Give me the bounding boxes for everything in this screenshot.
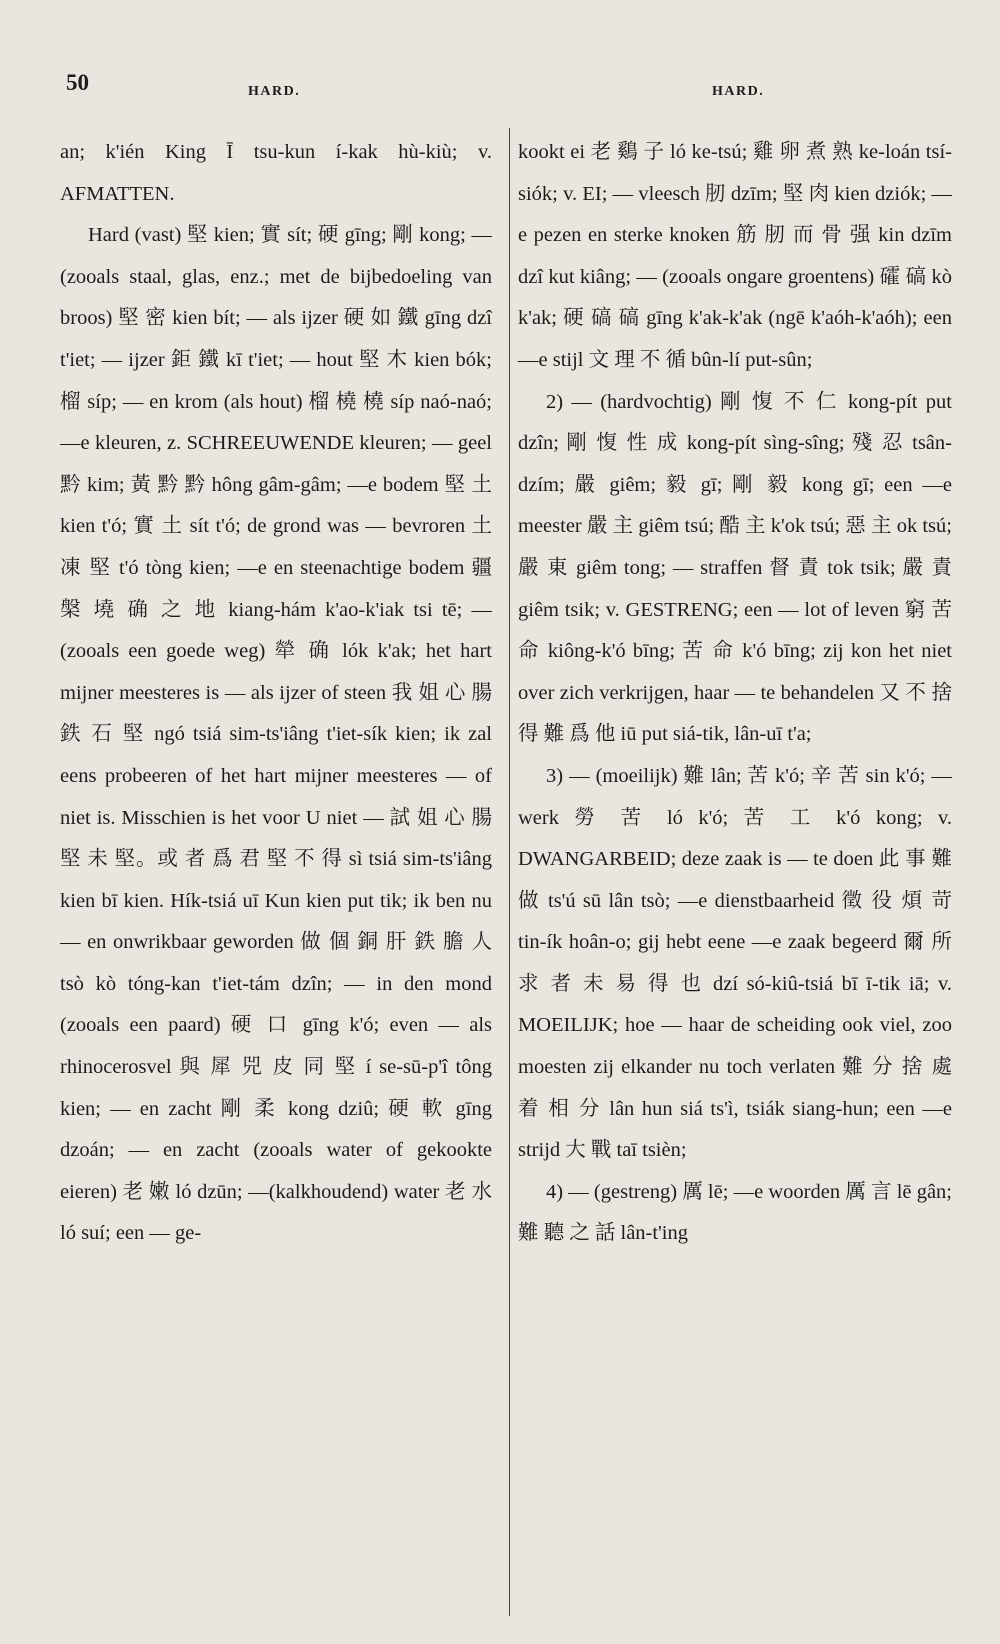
right-column — [518, 132, 952, 1255]
running-head-left: HARD. — [248, 84, 301, 99]
running-head-right: HARD. — [712, 84, 765, 99]
entry-hard-continued: kookt ei 老 鷄 子 ló ke-tsú; 雞 卵 煮 熟 ke-loán tsí-siók; v. EI; — vleesch 肕 dzīm; 堅 肉 kien dziók; —e pezen en sterke knoken 筋 肕 而 骨 强 kin dzīm dzî kut kiâng; — (zooals ongare groentens) 礭 碻 kò k'ak; 硬 碻 碻 gīng k'ak-k'ak (ngē k'aóh-k'aóh); een —e stijl 文 理 不 循 bûn-lí put-sûn; — [518, 141, 952, 371]
column-divider — [509, 128, 510, 1616]
entry-hard: Hard (vast) 堅 kien; 實 sít; 硬 gīng; 剛 kong; — (zooals staal, glas, enz.; met de bijbedoeling van broos) 堅 密 kien bít; — als ijzer 硬 如 鐵 gīng dzî t'iet; — ijzer 鉅 鐵 kī t'iet; — hout 堅 木 kien bók; 榴 síp; — en krom (als hout) 榴 橈 橈 síp naó-naó; —e kleuren, z. SCHREEUWENDE kleuren; — geel 黔 kim; 黃 黔 黔 hông gâm-gâm; —e bodem 堅 土 kien t'ó; 實 土 sít t'ó; de grond was — bevroren 土 凍 堅 t'ó tòng kien; —e en steenachtige bodem 疆 槃 墝 确 之 地 kiang-hám k'ao-k'iak tsi tē; — (zooals een goede weg) 犖 确 lók k'ak; het hart mijner meesteres is — als ijzer of steen 我 姐 心 腸 鉄 石 堅 ngó tsiá sim-ts'iâng t'iet-sík kien; ik zal eens probeeren of het hart mijner meesteres — of niet is. Misschien is het voor U niet — 試 姐 心 腸 堅 未 堅。或 者 爲 君 堅 不 得 sì tsiá sim-ts'iâng kien bī kien. Hík-tsiá uī Kun kien put tik; ik ben nu — en onwrikbaar geworden 做 個 銅 肝 鉄 膽 人 tsò kò tóng-kan t'iet-tám dzîn; — in den mond (zooals een paard) 硬 口 gīng k'ó; even — als rhinocerosvel 與 犀 兕 皮 同 堅 í se-sū-p'î tông kien; — en zacht 剛 柔 kong dziû; 硬 軟 gīng dzoán; — en zacht (zooals water of gekookte eieren) 老 嫩 ló dzūn; —(kalkhoudend) water 老 水 ló suí; een — ge- — [60, 224, 492, 1245]
entry-continuation: an; k'ién King Ī tsu-kun í-kak hù-kiù; v. AFMATTEN. — [60, 141, 492, 205]
sense-4-gestreng: 4) — (gestreng) 厲 lē; —e woorden 厲 言 lē gân; 難 聽 之 話 lân-t'ing — [518, 1180, 952, 1245]
left-column — [60, 132, 492, 1255]
sense-2-hardvochtig: 2) — (hardvochtig) 剛 愎 不 仁 kong-pít put dzîn; 剛 愎 性 成 kong-pít sìng-sîng; 殘 忍 tsân-dzím; 嚴 giêm; 毅 gī; 剛 毅 kong gī; een —e meester 嚴 主 giêm tsú; 酷 主 k'ok tsú; 惡 主 ok tsú; 嚴 東 giêm tong; — straffen 督 責 tok tsik; 嚴 責 giêm tsik; v. GESTRENG; een — lot of leven 窮 苦 命 kiông-k'ó bīng; 苦 命 k'ó bīng; zij kon het niet over zich verkrijgen, haar — te behandelen 又 不 捨 得 難 爲 他 iū put siá-tik, lân-uī t'a; — [518, 390, 952, 746]
page-number: 50 — [66, 70, 89, 95]
sense-3-moeilijk: 3) — (moeilijk) 難 lân; 苦 k'ó; 辛 苦 sin k'ó; — werk 勞 苦 ló k'ó; 苦 工 k'ó kong; v. DWANGARBEID; deze zaak is — te doen 此 事 難 做 ts'ú sū lân tsò; —e dienstbaarheid 徵 役 煩 苛 tin-ík hoân-o; gij hebt eene —e zaak begeerd 爾 所 求 者 未 易 得 也 dzí só-kiû-tsiá bī ī-tik iā; v. MOEILIJK; hoe — haar de scheiding ook viel, zoo moesten zij elkander nu toch verlaten 難 分 捨 處 着 相 分 lân hun siá ts'ì, tsiák siang-hun; een —e strijd 大 戰 taī tsièn; — [518, 764, 952, 1162]
